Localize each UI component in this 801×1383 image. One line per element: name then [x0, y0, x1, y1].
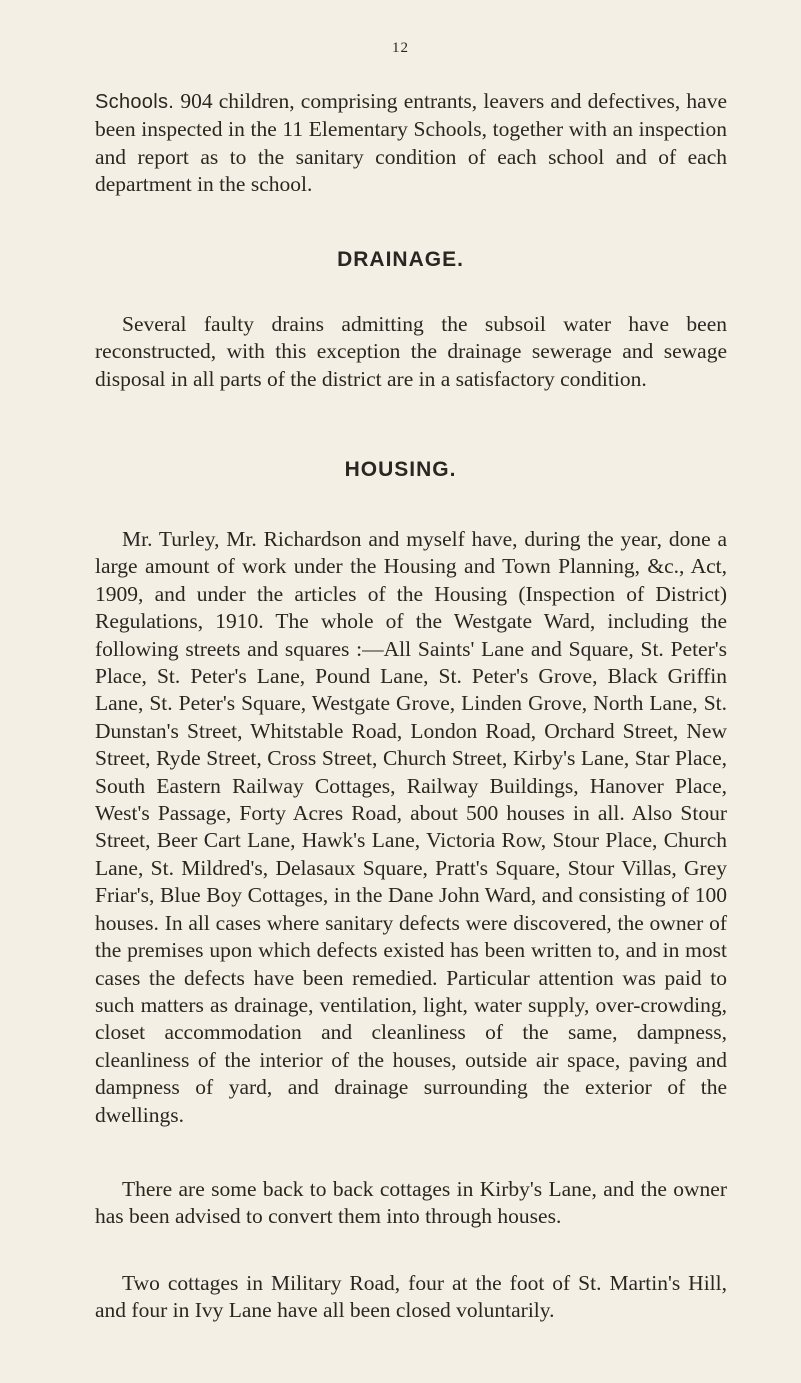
drainage-heading: DRAINAGE.	[337, 248, 464, 271]
drainage-paragraph: Several faulty drains admitting the subsoil water have been reconstructed, with this exception the drainage sewerage and sewage disposal in all parts of the district are in a satisfactory condition.	[95, 312, 727, 391]
page-number: 12	[392, 40, 409, 56]
housing-paragraph-1: Mr. Turley, Mr. Richardson and myself have, during the year, done a large amount of work under the Housing and Town Planning, &c., Act, 1909, and under the articles of the Housing (Inspection of District) Regulations, 1910. The whole of the Westgate Ward, including the following streets and squares :—All Saints' Lane and Square, St. Peter's Place, St. Peter's Lane, Pound Lane, St. Peter's Grove, Black Griffin Lane, St. Peter's Square, Westgate Grove, Linden Grove, North Lane, St. Dunstan's Street, Whitstable Road, London Road, Orchard Street, New Street, Ryde Street, Cross Street, Church Street, Kirby's Lane, Star Place, South Eastern Railway Cottages, Railway Buildings, Hanover Place, West's Passage, Forty Acres Road, about 500 houses in all. Also Stour Street, Beer Cart Lane, Hawk's Lane, Victoria Row, Stour Place, Church Lane, St. Mildred's, Delasaux Square, Pratt's Square, Stour Villas, Grey Friar's, Blue Boy Cottages, in the Dane John Ward, and consisting of 100 houses. In all cases where sanitary defects were discovered, the owner of the premises upon which defects existed has been written to, and in most cases the defects have been remedied. Particular attention was paid to such matters as drainage, ventilation, light, water supply, over-crowding, closet accommodation and cleanliness of the same, dampness, cleanliness of the interior of the houses, outside air space, paving and dampness of yard, and drainage surrounding the exterior of the dwellings.	[95, 527, 727, 1127]
schools-lead: Schools.	[95, 91, 175, 113]
housing-paragraph-3: Two cottages in Military Road, four at the foot of St. Martin's Hill, and four in Ivy Lane have all been closed voluntarily.	[95, 1271, 727, 1323]
schools-paragraph	[95, 88, 727, 199]
housing-heading: HOUSING.	[344, 458, 457, 481]
schools-text: 904 children, comprising entrants, leavers and defectives, have been inspected in the 11 Elementary Schools, together with an inspection and report as to the sanitary condition of each school and of each department in the school.	[95, 89, 727, 197]
housing-paragraph-2: There are some back to back cottages in Kirby's Lane, and the owner has been advised to convert them into through houses.	[95, 1177, 727, 1229]
